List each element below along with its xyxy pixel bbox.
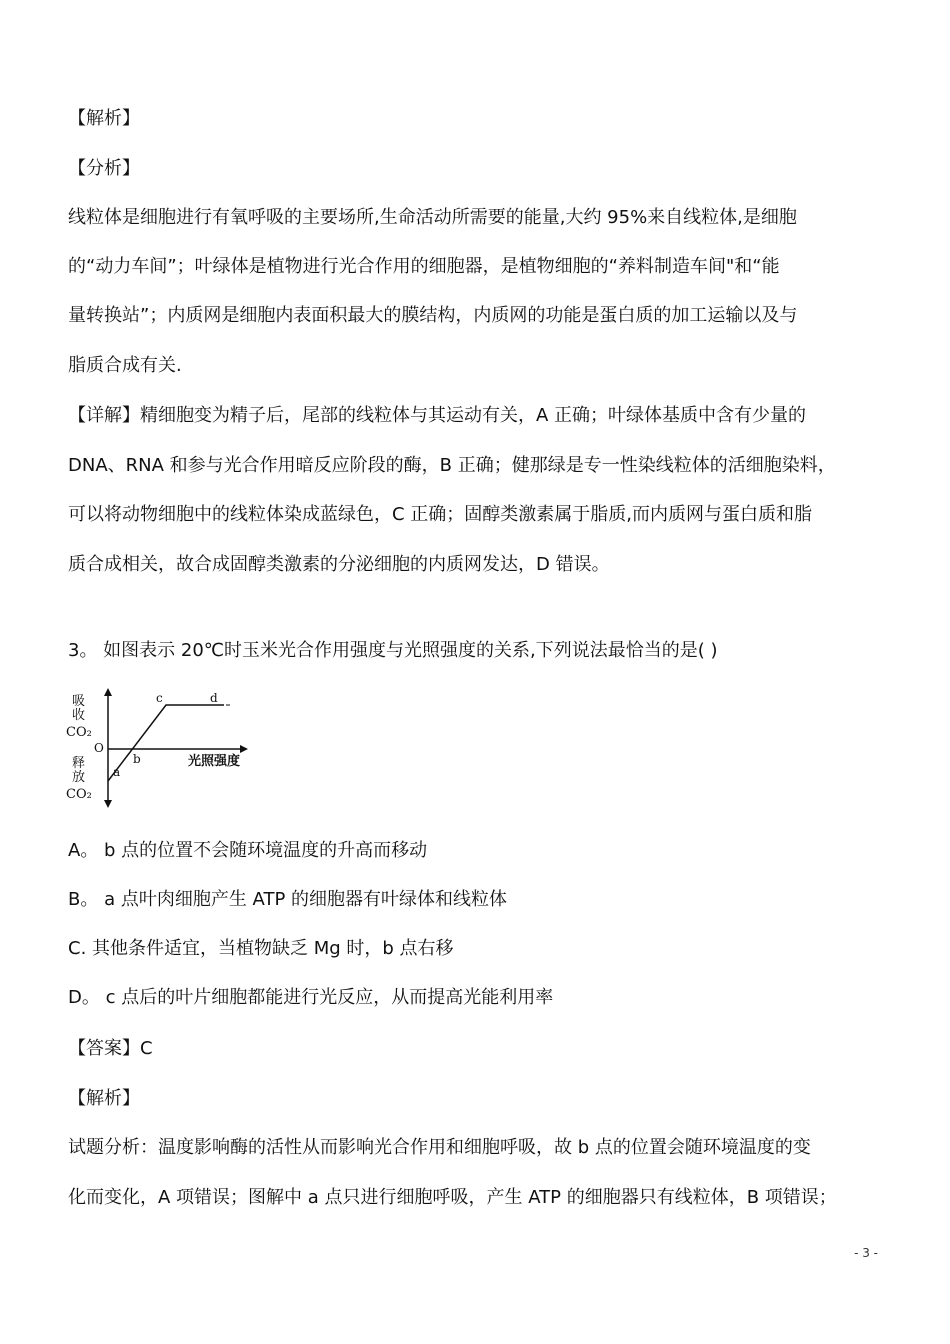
option-a: A。 b 点的位置不会随环境温度的升高而移动 bbox=[68, 840, 428, 861]
heading-jiexi: 【解析】 bbox=[68, 108, 140, 129]
option-d: D。 c 点后的叶片细胞都能进行光反应，从而提高光能利用率 bbox=[68, 987, 554, 1008]
y-label-top-3: CO₂ bbox=[66, 725, 92, 740]
paragraph-line: 量转换站”；内质网是细胞内表面积最大的膜结构，内质网的功能是蛋白质的加工运输以及与 bbox=[68, 305, 798, 326]
paragraph-line: 的“动力车间”；叶绿体是植物进行光合作用的细胞器，是植物细胞的“养料制造车间"和“能 bbox=[68, 256, 780, 277]
curve-line bbox=[108, 705, 224, 781]
heading-fenxi: 【分析】 bbox=[68, 158, 140, 179]
page-number: - 3 - bbox=[854, 1246, 878, 1260]
paragraph-line: 化而变化，A 项错误；图解中 a 点只进行细胞呼吸，产生 ATP 的细胞器只有线粒体，B 项错误； bbox=[68, 1187, 837, 1208]
x-axis-arrow bbox=[240, 745, 248, 753]
point-d-label: d bbox=[210, 691, 218, 705]
answer-line: 【答案】C bbox=[68, 1038, 153, 1059]
y-label-bottom-1: 释 bbox=[72, 756, 86, 771]
y-label-bottom-3: CO₂ bbox=[66, 787, 92, 802]
origin-label: O bbox=[94, 741, 104, 755]
y-label-bottom-2: 放 bbox=[72, 770, 86, 785]
point-b-label: b bbox=[133, 752, 141, 766]
paragraph-line: 试题分析：温度影响酶的活性从而影响光合作用和细胞呼吸，故 b 点的位置会随环境温度的变 bbox=[68, 1137, 811, 1158]
point-a-label: a bbox=[113, 765, 121, 779]
y-axis-arrow bbox=[104, 688, 112, 696]
point-c-label: c bbox=[156, 691, 163, 705]
heading-jiexi-2: 【解析】 bbox=[68, 1088, 140, 1109]
paragraph-line: DNA、RNA 和参与光合作用暗反应阶段的酶，B 正确；健那绿是专一性染线粒体的活细胞染料， bbox=[68, 455, 836, 476]
y-axis-arrow-down bbox=[104, 800, 112, 808]
paragraph-line: 质合成相关，故合成固醇类激素的分泌细胞的内质网发达，D 错误。 bbox=[68, 554, 610, 575]
option-b: B。 a 点叶肉细胞产生 ATP 的细胞器有叶绿体和线粒体 bbox=[68, 889, 508, 910]
question-stem: 3。 如图表示 20℃时玉米光合作用强度与光照强度的关系,下列说法最恰当的是( ) bbox=[68, 640, 718, 661]
paragraph-line: 可以将动物细胞中的线粒体染成蓝绿色，C 正确；固醇类激素属于脂质,而内质网与蛋白质和脂 bbox=[68, 504, 813, 525]
x-axis-label: 光照强度 bbox=[188, 754, 241, 769]
y-label-top-1: 吸 bbox=[72, 694, 86, 709]
paragraph-line: 【详解】精细胞变为精子后，尾部的线粒体与其运动有关，A 正确；叶绿体基质中含有少量的 bbox=[68, 405, 807, 426]
paragraph-line: 线粒体是细胞进行有氧呼吸的主要场所,生命活动所需要的能量,大约 95%来自线粒体,是细胞 bbox=[68, 207, 797, 228]
photosynthesis-light-graph bbox=[60, 688, 270, 808]
option-c: C. 其他条件适宜，当植物缺乏 Mg 时，b 点右移 bbox=[68, 938, 454, 959]
y-label-top-2: 收 bbox=[72, 708, 86, 723]
paragraph-line: 脂质合成有关. bbox=[68, 355, 182, 376]
